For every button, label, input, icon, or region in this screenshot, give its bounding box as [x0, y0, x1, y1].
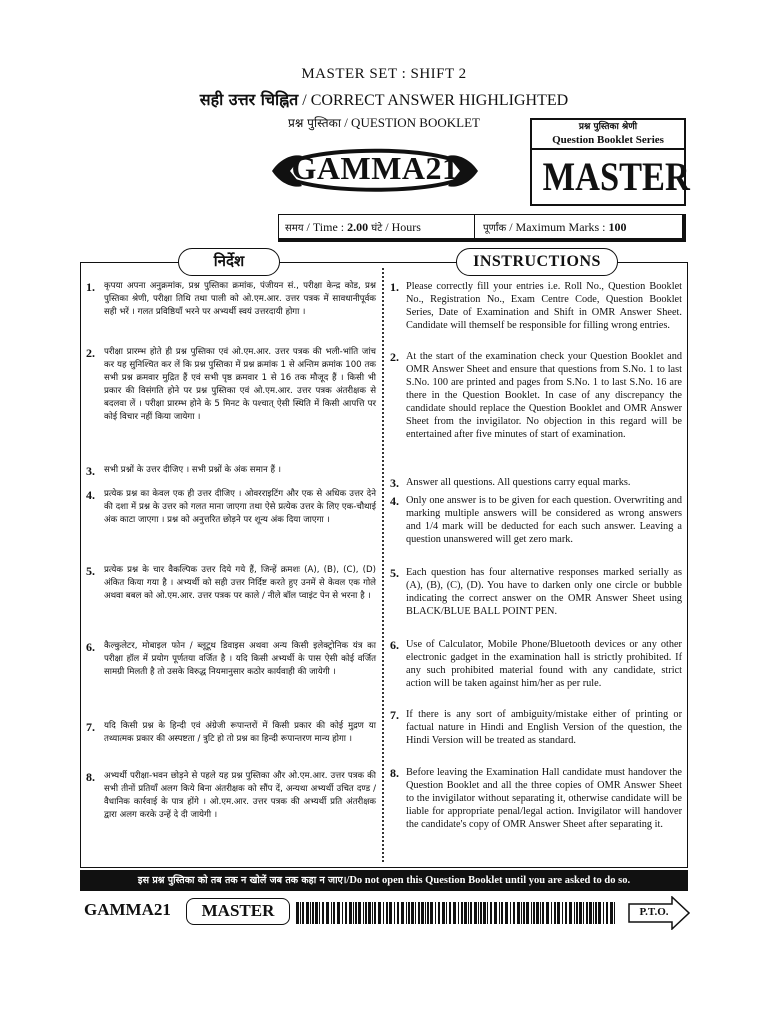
item-text: सभी प्रश्नों के उत्तर दीजिए । सभी प्रश्नों के अंक समान हैं । [104, 465, 282, 475]
item-number: 7. [86, 720, 95, 734]
instruction-item [86, 640, 376, 679]
time-cell [279, 215, 475, 238]
correct-answer-heading [0, 88, 768, 110]
column-divider [382, 268, 384, 862]
booklet-series-box [530, 118, 690, 206]
item-text: यदि किसी प्रश्न के हिन्दी एवं अंग्रेजी रूपान्तरों में किसी प्रकार की कोई मुद्रण या तथ्यात्मक प्रकार की अस्पष्टता / त्रुटि हो तो प्रश्न का हिन्दी रूपान्तरण मान्य होगा । [104, 721, 376, 744]
item-number: 8. [86, 770, 95, 784]
master-set-title: MASTER SET : SHIFT 2 [301, 66, 467, 82]
item-text: कृपया अपना अनुक्रमांक, प्रश्न पुस्तिका क्रमांक, पंजीयन सं., परीक्षा केन्द्र कोड, प्रश्न पुस्तिका श्रेणी, परीक्षा तिथि तथा पाली को ओ.एम.आर. उत्तर पत्रक में सावधानीपूर्वक सही भरें । गलत प्रविष्ठियाँ भरने पर अभ्यर्थी स्वयं उत्तरदायी होगा । [104, 281, 376, 317]
item-text: Use of Calculator, Mobile Phone/Bluetooth devices or any other electronic gadget in the examination hall is strictly prohibited. If any such prohibited material found with any candidate, strict action will be taken against him/her as per rule. [406, 639, 682, 689]
item-number: 3. [86, 464, 95, 478]
instruction-item [86, 564, 376, 603]
item-text: कैल्कुलेटर, मोबाइल फोन / ब्लूटूथ डिवाइस अथवा अन्य किसी इलेक्ट्रोनिक यंत्र का परीक्षा हॉल में प्रयोग पूर्णतया वर्जित है । यदि किसी अभ्यर्थी के पास ऐसी कोई वर्जित सामग्री मिलती है तो उसके विरुद्ध नियमानुसार कठोर कार्यवाही की जायेगी । [104, 641, 376, 677]
item-text: प्रत्येक प्रश्न के चार वैकल्पिक उत्तर दिये गये हैं, जिन्हें क्रमशः (A), (B), (C), (D) अंकित किया गया है । अभ्यर्थी को सही उत्तर निर्दिष्ट करते हुए उनमें से केवल एक गोले अथवा बबल को ओ.एम.आर. उत्तर पत्रक पर काले / नीले बॉल प्वाइंट पेन से भरना है । [104, 565, 376, 601]
booklet-code: GAMMA21 [291, 150, 459, 186]
instruction-item [86, 488, 376, 527]
series-label-hindi: प्रश्न पुस्तिका श्रेणी [578, 122, 638, 132]
item-number: 3. [390, 476, 399, 490]
instruction-item [390, 566, 682, 618]
instruction-item [390, 280, 682, 332]
correct-answer-hindi: सही उत्तर चिह्नित [199, 90, 299, 109]
time-english: / Time : [303, 220, 348, 234]
item-number: 2. [86, 346, 95, 360]
marks-english: / Maximum Marks : [506, 220, 609, 234]
item-text: Answer all questions. All questions carry equal marks. [406, 477, 631, 488]
series-value: MASTER [542, 154, 690, 199]
instruction-item [390, 476, 682, 489]
barcode-icon [296, 902, 618, 924]
question-booklet-hindi: प्रश्न पुस्तिका [288, 116, 341, 130]
time-unit-english: / Hours [382, 220, 421, 234]
item-number: 2. [390, 350, 399, 364]
instruction-item [86, 464, 376, 477]
time-hindi: समय [285, 223, 304, 234]
series-label-english: Question Booklet Series [552, 134, 664, 146]
item-text: If there is any sort of ambiguity/mistake either of printing or factual nature in Hindi and English Version of the question, the Hindi Version will be treated as standard. [406, 709, 682, 746]
marks-cell [475, 215, 682, 238]
instruction-item [86, 720, 376, 746]
instruction-item [390, 350, 682, 441]
correct-answer-english: / CORRECT ANSWER HIGHLIGHTED [298, 92, 569, 109]
marks-value: 100 [608, 220, 627, 234]
item-number: 1. [390, 280, 399, 294]
pto-label: P.T.O. [639, 906, 669, 918]
instructions-heading-english: INSTRUCTIONS [456, 248, 618, 276]
time-value: 2.00 [347, 220, 369, 234]
item-number: 5. [86, 564, 95, 578]
item-number: 6. [390, 638, 399, 652]
warning-english: /Do not open this Question Booklet until you are asked to do so. [346, 875, 631, 886]
instruction-item [86, 770, 376, 822]
item-text: परीक्षा प्रारम्भ होते ही प्रश्न पुस्तिका एवं ओ.एम.आर. उत्तर पत्रक की भली-भांति जांच कर यह सुनिश्चित कर लें कि प्रश्न पुस्तिका में प्रश्न क्रमांक 1 से अन्तिम क्रमांक 100 तक सभी प्रश्न क्रमवार मुद्रित हैं एवं सभी पृष्ठ क्रमवार 1 से 16 तक मौजूद हैं । किसी भी प्रकार की विसंगति होने पर प्रश्न पुस्तिका एवं ओ.एम.आर. उत्तर पत्रक अंतरीक्षक से बदलवा लें । परीक्षा प्रारम्भ होने के 5 मिनट के पश्चात् ऐसी स्थिति में किसी आपत्ति पर कोई विचार नहीं किया जायेगा । [104, 347, 376, 422]
item-text: Please correctly fill your entries i.e. Roll No., Question Booklet No., Registration No., Exam Centre Code, Question Booklet Series, Date of Examination and Shift in OMR Answer Sheet. Candidate will themself be responsible for filling wrong entries. [406, 281, 682, 331]
marks-hindi: पूर्णांक [483, 223, 507, 234]
do-not-open-warning [80, 870, 688, 891]
item-number: 6. [86, 640, 95, 654]
series-label [532, 120, 684, 150]
instruction-item [390, 708, 682, 747]
item-text: Before leaving the Examination Hall candidate must handover the Question Booklet and all the three copies of OMR Answer Sheet to the invigilator without separating it, otherwise candidate will be liable for appropriate penal/legal action. Invigilator will handover the candidate's copy of OMR Answer Sheet after separating it. [406, 767, 682, 830]
item-text: Each question has four alternative responses marked serially as (A), (B), (C), (D). You have to darken only one circle or bubble indicating the correct answer on the OMR Answer Sheet using BLACK/BLUE BALL POINT PEN. [406, 567, 682, 617]
footer-code: GAMMA21 [84, 900, 171, 919]
time-marks-bar [278, 214, 686, 242]
item-text: Only one answer is to be given for each question. Overwriting and marking multiple answers will be considered as wrong answers and 1/4 mark will be deducted for each such answer. Leaving a question unanswered will get zero mark. [406, 495, 682, 545]
instruction-item [390, 494, 682, 546]
item-number: 4. [86, 488, 95, 502]
item-number: 4. [390, 494, 399, 508]
item-number: 1. [86, 280, 95, 294]
item-number: 5. [390, 566, 399, 580]
item-text: At the start of the examination check your Question Booklet and OMR Answer Sheet and ensure that questions from S.No. 1 to last S.No. 100 are printed and pages from S.No. 1 to last S.No. 16 are there in the Question Booklet. In case of any discrepancy the candidate should replace the Question Booklet and OMR Answer Sheet from the invigilator. No objection in this regard will be entertained after five minutes of start of examination. [406, 351, 682, 440]
warning-hindi: इस प्रश्न पुस्तिका को तब तक न खोलें जब तक कहा न जाए। [137, 875, 347, 886]
question-booklet-english: / QUESTION BOOKLET [340, 115, 480, 130]
instruction-item [86, 346, 376, 424]
item-text: प्रत्येक प्रश्न का केवल एक ही उत्तर दीजिए । ओवरराइटिंग और एक से अधिक उत्तर देने की दशा में प्रश्न के उत्तर को गलत माना जाएगा तथा ऐसे प्रत्येक उत्तर के लिए एक-चौथाई अंक काटा जाएगा । प्रश्न को अनुत्तरित छोड़ने पर शून्य अंक दिया जाएगा । [104, 489, 376, 525]
item-text: अभ्यर्थी परीक्षा-भवन छोड़ने से पहले यह प्रश्न पुस्तिका और ओ.एम.आर. उत्तर पत्रक की सभी तीनों प्रतियाँ अलग किये बिना अंतरीक्षक को सौंप दें, अन्यथा अभ्यर्थी उचित दण्ड / वैधानिक कार्रवाई के पात्र होंगे । ओ.एम.आर. उत्तर पत्रक की अभ्यर्थी प्रति अंतरीक्षक द्वारा अलग करके उन्हें दे दी जायेगी । [104, 771, 376, 820]
instruction-item [390, 766, 682, 831]
instructions-heading-hindi: निर्देश [178, 248, 280, 276]
instruction-item [86, 280, 376, 319]
instruction-item [390, 638, 682, 690]
time-unit-hindi: घंटे [368, 223, 383, 234]
item-number: 8. [390, 766, 399, 780]
item-number: 7. [390, 708, 399, 722]
footer-series: MASTER [186, 898, 290, 925]
